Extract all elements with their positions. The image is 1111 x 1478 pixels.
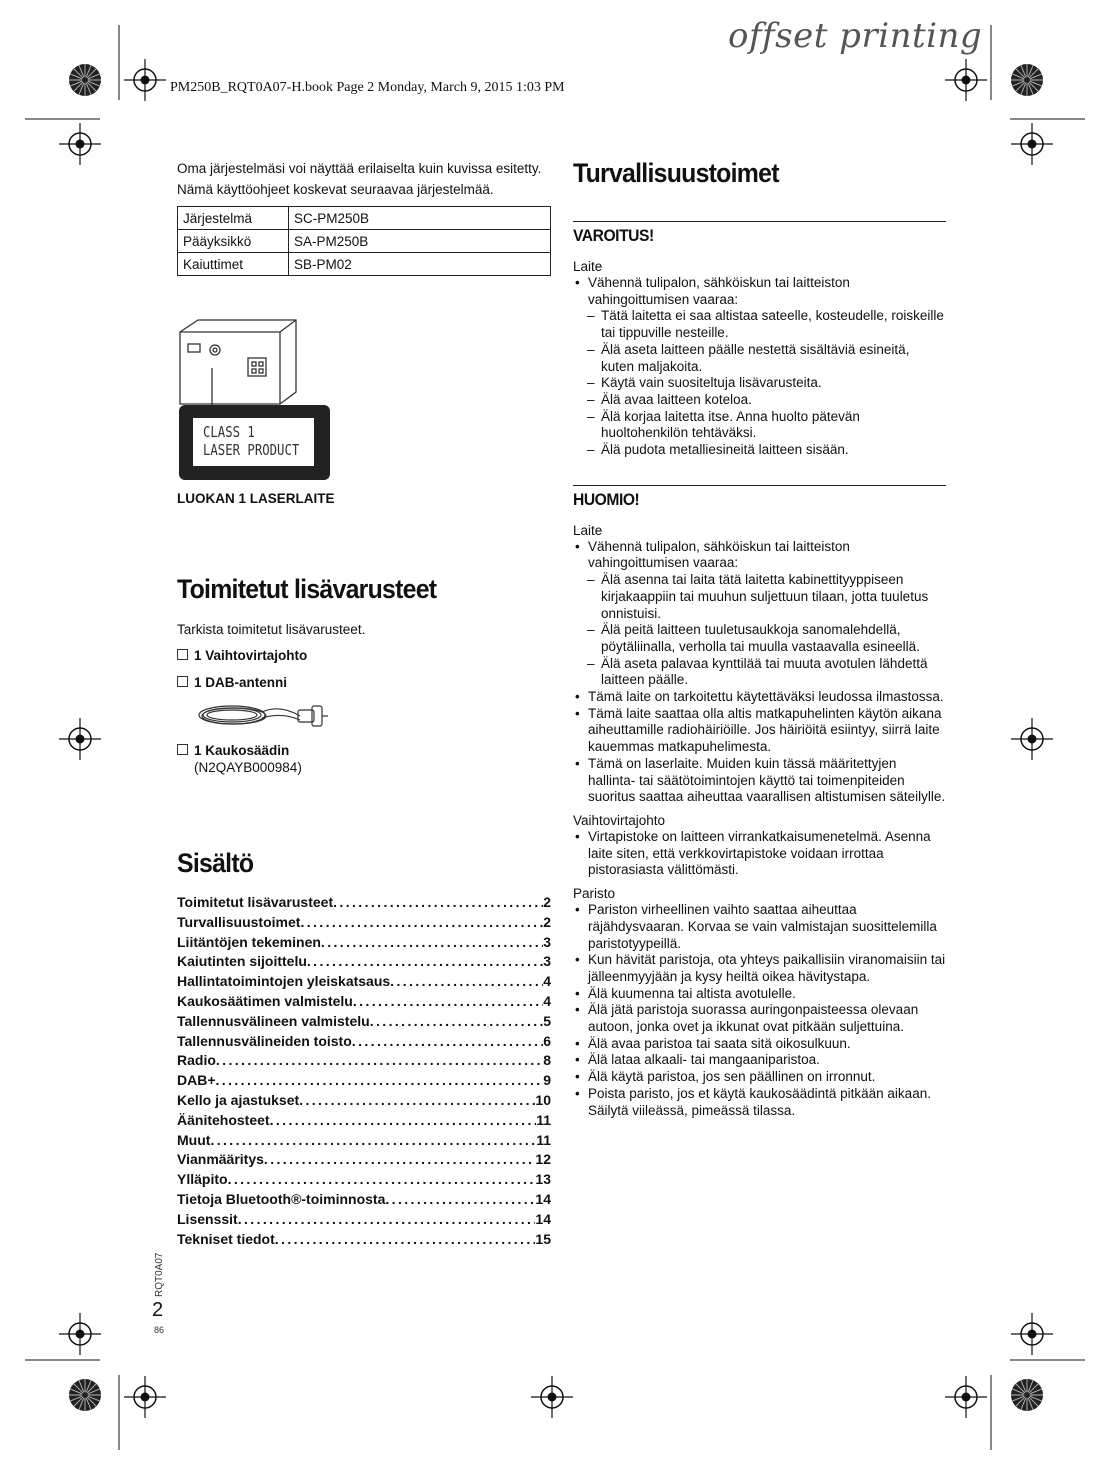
list-item: • Älä lataa alkaali- tai mangaaniparistoa. bbox=[573, 1052, 946, 1069]
contents-title: Sisältö bbox=[177, 848, 254, 878]
list-item: • Älä kuumenna tai altista avotulelle. bbox=[573, 986, 946, 1003]
laser-label-line: LASER PRODUCT bbox=[203, 441, 300, 459]
intro-text: Nämä käyttöohjeet koskevat seuraavaa järjestelmää. bbox=[177, 182, 494, 197]
contents-entry bbox=[177, 893, 551, 913]
list-item: • Tämä laite saattaa olla altis matkapuhelinten käytön aikana aiheuttamille radiohäiriöille. Jos häiriöitä esiintyy, siirrä laite kauemmas matkapuhelimesta. bbox=[573, 706, 946, 756]
contents-list bbox=[177, 893, 551, 1249]
left-column bbox=[177, 160, 551, 276]
accessory-item bbox=[177, 674, 551, 691]
list-item: – Älä aseta palavaa kynttilää tai muuta avotulen lähdettä laitteen päälle. bbox=[573, 656, 946, 689]
registration-mark bbox=[1011, 718, 1053, 760]
dot-leader bbox=[352, 1032, 543, 1052]
dot-leader bbox=[275, 1230, 536, 1250]
dot-leader bbox=[333, 893, 543, 913]
accessory-label: 1 Kaukosäädin bbox=[194, 743, 290, 758]
contents-entry bbox=[177, 1032, 551, 1052]
contents-entry bbox=[177, 992, 551, 1012]
list-item: • Älä käytä paristoa, jos sen päällinen on irronnut. bbox=[573, 1069, 946, 1086]
bullet-text: Vähennä tulipalon, sähköiskun tai laitteiston vahingoittumisen vaaraa: bbox=[588, 275, 850, 307]
contents-entry-title: Turvallisuustoimet bbox=[177, 913, 301, 930]
contents-entry-title: Tallennusvälineen valmistelu bbox=[177, 1012, 370, 1029]
device-illustration bbox=[180, 320, 296, 405]
contents-entry-page: 3 bbox=[543, 933, 551, 950]
caution-heading: HUOMIO! bbox=[573, 489, 640, 509]
contents-entry-page: 8 bbox=[543, 1052, 551, 1069]
contents-entry-title: Tietoja Bluetooth®-toiminnosta bbox=[177, 1190, 386, 1207]
checkbox-icon bbox=[177, 744, 188, 755]
dot-leader bbox=[216, 1051, 543, 1071]
registration-mark bbox=[945, 59, 987, 101]
contents-entry bbox=[177, 1051, 551, 1071]
file-header: PM250B_RQT0A07-H.book Page 2 Monday, March 9, 2015 1:03 PM bbox=[170, 80, 565, 95]
intro-text: Oma järjestelmäsi voi näyttää erilaiselta kuin kuvissa esitetty. bbox=[177, 161, 542, 176]
list-item: – Älä peitä laitteen tuuletusaukkoja sanomalehdellä, pöytäliinalla, verholla tai muulla vastaavalla esineellä. bbox=[573, 622, 946, 655]
dot-leader bbox=[370, 1012, 544, 1032]
list-item: – Älä korjaa laitetta itse. Anna huolto pätevän huoltohenkilön tehtäväksi. bbox=[573, 409, 946, 442]
registration-mark bbox=[59, 718, 101, 760]
contents-entry-page: 6 bbox=[543, 1032, 551, 1049]
contents-entry bbox=[177, 1150, 551, 1170]
contents-entry-page: 4 bbox=[543, 973, 551, 990]
laser-label bbox=[179, 405, 330, 480]
table-cell: Kaiuttimet bbox=[178, 253, 289, 276]
table-cell: SA-PM250B bbox=[289, 230, 551, 253]
contents-entry-title: Radio bbox=[177, 1052, 216, 1069]
accessory-item bbox=[177, 647, 551, 664]
contents-entry bbox=[177, 1091, 551, 1111]
contents-entry bbox=[177, 1230, 551, 1250]
contents-entry-title: DAB+ bbox=[177, 1072, 216, 1089]
accessory-code: (N2QAYB000984) bbox=[194, 760, 302, 775]
contents-entry-page: 4 bbox=[543, 992, 551, 1009]
dot-leader bbox=[300, 913, 543, 933]
dot-leader bbox=[299, 1091, 535, 1111]
contents-entry-title: Tekniset tiedot bbox=[177, 1230, 275, 1247]
accessories-section bbox=[177, 574, 551, 780]
registration-mark bbox=[59, 1313, 101, 1355]
table-row bbox=[178, 253, 551, 276]
dot-leader bbox=[270, 1111, 537, 1131]
list-item: • Älä jätä paristoja suorassa auringonpaisteessa olevaan autoon, jonka ovet ja ikkunat ovat pitkään suljettuina. bbox=[573, 1002, 946, 1035]
contents-entry-title: Ylläpito bbox=[177, 1171, 228, 1188]
contents-entry-page: 11 bbox=[536, 1131, 551, 1148]
dot-leader bbox=[385, 1190, 535, 1210]
contents-entry-page: 13 bbox=[535, 1171, 551, 1188]
subheading: Vaihtovirtajohto bbox=[573, 812, 666, 828]
dot-leader bbox=[228, 1170, 536, 1190]
contents-entry bbox=[177, 1190, 551, 1210]
accessories-title: Toimitetut lisävarusteet bbox=[177, 574, 437, 604]
contents-entry-title: Kello ja ajastukset bbox=[177, 1091, 300, 1108]
dot-leader bbox=[307, 952, 543, 972]
dot-leader bbox=[390, 972, 543, 992]
list-item: – Älä pudota metalliesineitä laitteen sisään. bbox=[573, 442, 946, 459]
contents-entry-title: Muut bbox=[177, 1131, 211, 1148]
contents-entry bbox=[177, 1071, 551, 1091]
page-number: 2 bbox=[152, 1299, 164, 1321]
warning-section bbox=[573, 221, 946, 459]
list-item: • Poista paristo, jos et käytä kaukosäädintä pitkään aikaan. Säilytä viileässä, pimeässä tilassa. bbox=[573, 1086, 946, 1119]
contents-entry-title: Äänitehosteet bbox=[177, 1111, 270, 1128]
contents-entry-page: 14 bbox=[535, 1210, 551, 1227]
contents-entry bbox=[177, 1111, 551, 1131]
contents-entry-title: Toimitetut lisävarusteet bbox=[177, 894, 334, 910]
list-item: – Käytä vain suositeltuja lisävarusteita. bbox=[573, 375, 946, 392]
contents-entry-title: Kaiutinten sijoittelu bbox=[177, 953, 307, 970]
system-table bbox=[177, 206, 551, 276]
contents-entry bbox=[177, 1012, 551, 1032]
accessory-label: 1 Vaihtovirtajohto bbox=[194, 648, 308, 663]
offset-printing-watermark: offset printing bbox=[728, 16, 983, 56]
starburst-mark bbox=[69, 1379, 101, 1411]
table-cell: Pääyksikkö bbox=[178, 230, 289, 253]
contents-entry-page: 2 bbox=[543, 894, 551, 910]
registration-mark bbox=[531, 1376, 573, 1418]
table-cell: SB-PM02 bbox=[289, 253, 551, 276]
dot-leader bbox=[216, 1071, 544, 1091]
contents-entry-page: 10 bbox=[535, 1091, 551, 1108]
contents-entry-page: 3 bbox=[543, 953, 551, 970]
contents-entry bbox=[177, 913, 551, 933]
safety-column bbox=[573, 158, 946, 1119]
list-item: – Älä avaa laitteen koteloa. bbox=[573, 392, 946, 409]
contents-entry-page: 15 bbox=[535, 1230, 551, 1247]
contents-entry-title: Vianmääritys bbox=[177, 1151, 264, 1168]
contents-entry-title: Lisenssit bbox=[177, 1210, 238, 1227]
registration-mark bbox=[1011, 1313, 1053, 1355]
contents-entry-page: 12 bbox=[535, 1151, 551, 1168]
list-item: • Tämä laite on tarkoitettu käytettäväksi leudossa ilmastossa. bbox=[573, 689, 946, 706]
dot-leader bbox=[321, 933, 543, 953]
accessory-label: 1 DAB-antenni bbox=[194, 675, 288, 690]
contents-entry bbox=[177, 1210, 551, 1230]
contents-entry bbox=[177, 952, 551, 972]
contents-section bbox=[177, 848, 551, 1249]
starburst-mark bbox=[1011, 1379, 1043, 1411]
contents-entry-title: Liitäntöjen tekeminen bbox=[177, 933, 321, 950]
starburst-mark bbox=[1011, 64, 1043, 96]
registration-mark bbox=[945, 1376, 987, 1418]
dot-leader bbox=[238, 1210, 536, 1230]
list-item: • Kun hävität paristoja, ota yhteys paikallisiin viranomaisiin tai jälleenmyyjään ja kysy heiltä oikea hävitystapa. bbox=[573, 952, 946, 985]
contents-entry-page: 2 bbox=[543, 913, 551, 930]
contents-entry-page: 11 bbox=[536, 1111, 551, 1128]
table-row bbox=[178, 230, 551, 253]
list-item: • Virtapistoke on laitteen virrankatkaisumenetelmä. Asenna laite siten, että verkkovirtapistoke voidaan irrottaa pistorasiasta välittömästi. bbox=[573, 829, 946, 879]
dot-leader bbox=[353, 992, 543, 1012]
safety-title: Turvallisuustoimet bbox=[573, 158, 779, 188]
list-item bbox=[573, 275, 946, 459]
list-item: • Pariston virheellinen vaihto saattaa aiheuttaa räjähdysvaaran. Korvaa se vain valmistajan suosittelemilla paristotyypeillä. bbox=[573, 902, 946, 952]
laser-label-line: CLASS 1 bbox=[203, 423, 255, 441]
contents-entry bbox=[177, 1170, 551, 1190]
list-item bbox=[573, 539, 946, 689]
contents-entry-title: Tallennusvälineiden toisto bbox=[177, 1032, 352, 1049]
list-item: • Tämä on laserlaite. Muiden kuin tässä määritettyjen hallinta- tai säätötoimintojen käyttö tai toimenpiteiden suoritus saattaa aiheuttaa vaarallisen altistumisen säteilylle. bbox=[573, 756, 946, 806]
subheading: Paristo bbox=[573, 886, 616, 902]
list-item: – Älä asenna tai laita tätä laitetta kabinettityyppiseen kirjakaappiin tai muuhun suljettuun tilaan, jotta tuuletus onnistuisi. bbox=[573, 572, 946, 622]
contents-entry-page: 5 bbox=[543, 1012, 551, 1029]
registration-mark bbox=[1011, 123, 1053, 165]
table-cell: Järjestelmä bbox=[178, 207, 289, 230]
contents-entry-page: 9 bbox=[543, 1072, 551, 1089]
list-item: – Älä aseta laitteen päälle nestettä sisältäviä esineitä, kuten maljakoita. bbox=[573, 342, 946, 375]
contents-entry bbox=[177, 972, 551, 992]
registration-mark bbox=[124, 1376, 166, 1418]
table-row bbox=[178, 207, 551, 230]
dot-leader bbox=[210, 1131, 536, 1151]
list-item: – Tätä laitetta ei saa altistaa sateelle, kosteudelle, roiskeille tai tippuville nesteille. bbox=[573, 308, 946, 341]
dot-leader bbox=[264, 1150, 536, 1170]
contents-entry-title: Hallintatoimintojen yleiskatsaus bbox=[177, 973, 391, 990]
table-cell: SC-PM250B bbox=[289, 207, 551, 230]
accessory-item bbox=[177, 742, 551, 759]
subheading: Laite bbox=[573, 522, 603, 538]
laser-caption: LUOKAN 1 LASERLAITE bbox=[177, 491, 335, 506]
contents-entry-title: Kaukosäätimen valmistelu bbox=[177, 992, 353, 1009]
contents-entry-page: 14 bbox=[535, 1190, 551, 1207]
contents-entry bbox=[177, 933, 551, 953]
checkbox-icon bbox=[177, 676, 188, 687]
subheading: Laite bbox=[573, 259, 603, 274]
warning-heading: VAROITUS! bbox=[573, 226, 654, 245]
caution-section bbox=[573, 485, 946, 1120]
list-item: • Älä avaa paristoa tai saata sitä oikosulkuun. bbox=[573, 1036, 946, 1053]
checkbox-icon bbox=[177, 649, 188, 660]
page-subnumber: 86 bbox=[154, 1325, 165, 1335]
starburst-mark bbox=[69, 64, 101, 96]
contents-entry bbox=[177, 1131, 551, 1151]
doc-code: RQT0A07 bbox=[154, 1252, 165, 1297]
bullet-text: Vähennä tulipalon, sähköiskun tai laitteiston vahingoittumisen vaaraa: bbox=[588, 538, 850, 571]
accessories-intro: Tarkista toimitetut lisävarusteet. bbox=[177, 622, 366, 637]
registration-mark bbox=[124, 59, 166, 101]
registration-mark bbox=[59, 123, 101, 165]
